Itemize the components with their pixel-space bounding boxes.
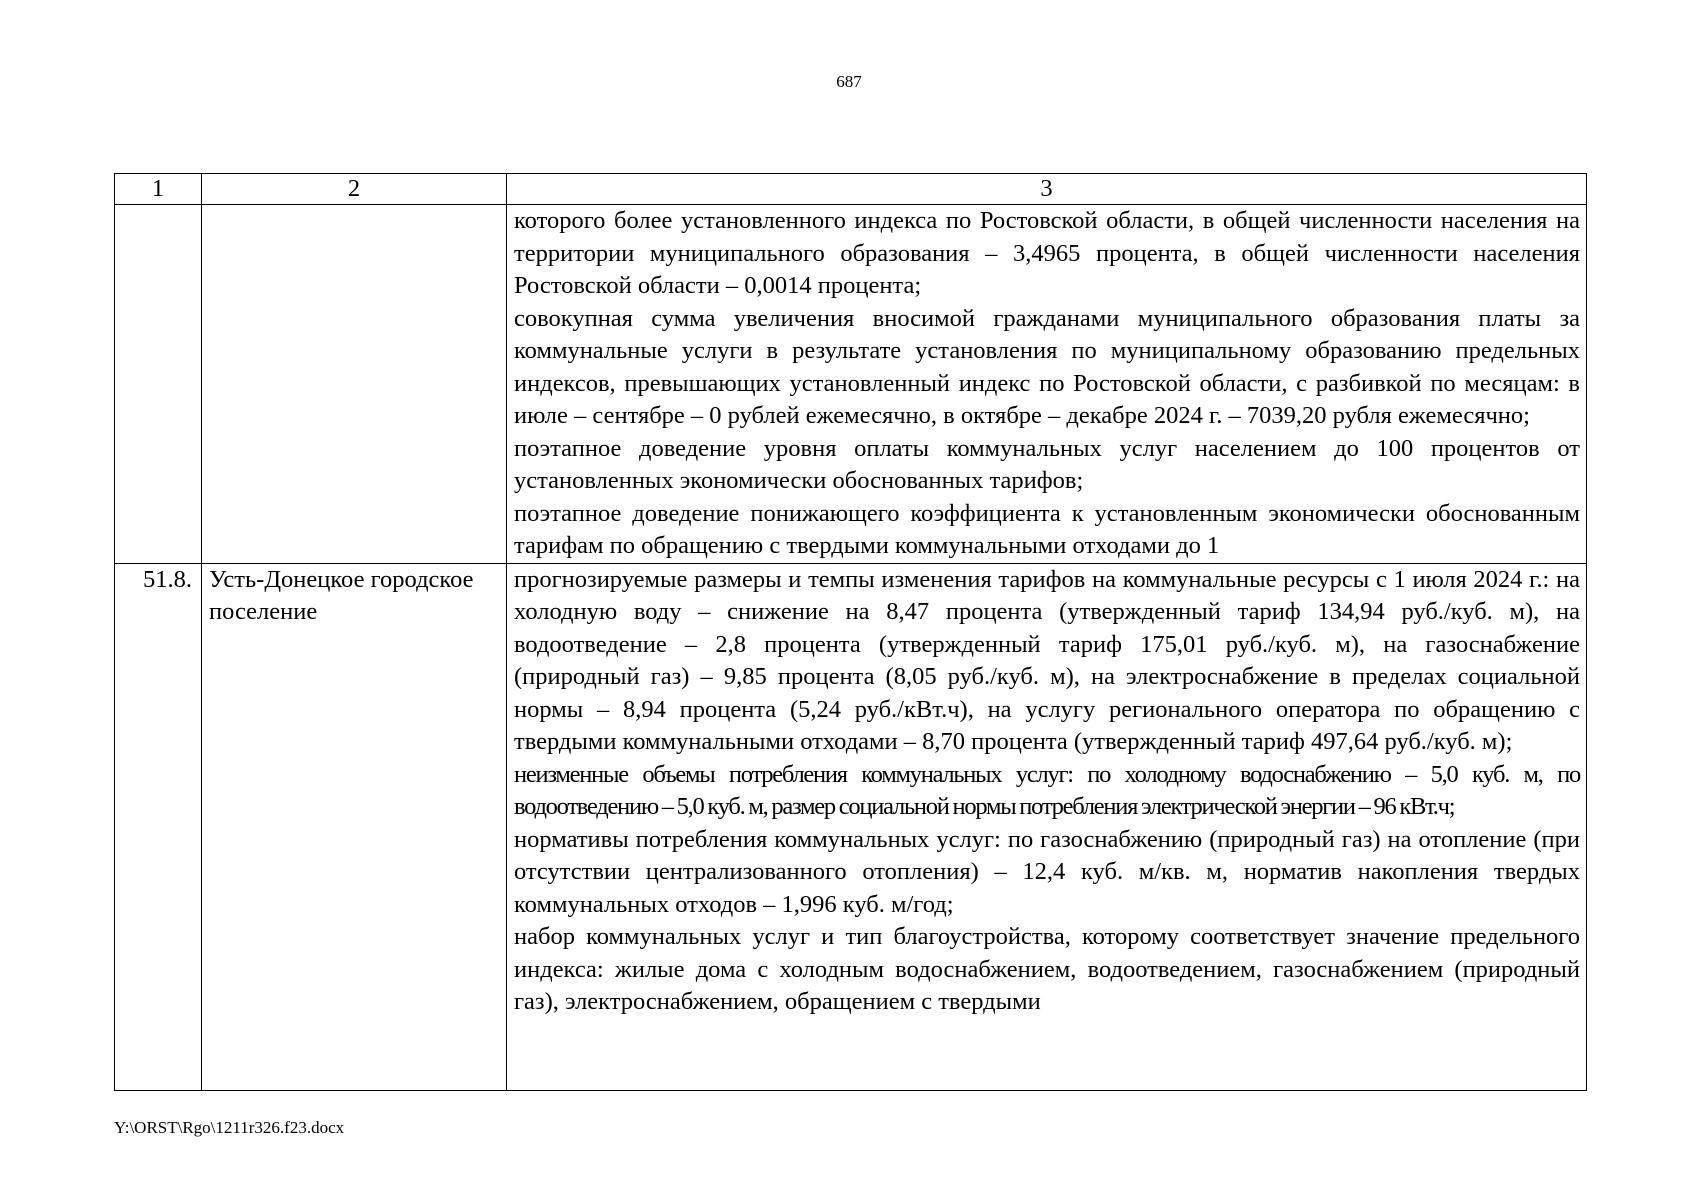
page-number: 687 <box>836 72 862 91</box>
file-path-footer: Y:\ORST\Rgo\1211r326.f23.docx <box>114 1118 345 1137</box>
description-paragraph: набор коммунальных услуг и тип благоустройства, которому соответствует значение предельного индекса: жилые дома с холодным водоснабжением, водоотведением, газоснабжением (природный газ), электроснабжением, обращением с твердыми <box>514 923 1580 1015</box>
description-paragraph: которого более установленного индекса по Ростовской области, в общей численности населения на территории муниципального образования – 3,4965 процента, в общей численности населения Ростовской области – 0,0014 процента; <box>514 207 1580 299</box>
description-paragraph: прогнозируемые размеры и темпы изменения тарифов на коммунальные ресурсы с 1 июля 2024 г.: на холодную воду – снижение на 8,47 процента (утвержденный тариф 134,94 руб./куб. м), на водоотведение – 2,8 процента (утвержденный тариф 175,01 руб./куб. м), на газоснабжение (природный газ) – 9,85 процента (8,05 руб./куб. м), на электроснабжение в пределах социальной нормы – 8,94 процента (5,24 руб./кВт.ч), на услугу регионального оператора по обращению с твердыми коммунальными отходами – 8,70 процента (утвержденный тариф 497,64 руб./куб. м); <box>514 565 1580 755</box>
description-paragraph: неизменные объемы потребления коммунальных услуг: по холодному водоснабжению – 5,0 куб. м, по водоотведению – 5,0 куб. м, размер социальной нормы потребления электрической энергии – 96 кВт.ч; <box>514 760 1580 820</box>
description-paragraph: совокупная сумма увеличения вносимой гражданами муниципального образования платы за коммунальные услуги в результате установления по муниципальному образованию предельных индексов, превышающих установленный индекс по Ростовской области, с разбивкой по месяцам: в июле – сентябре – 0 рублей ежемесячно, в октябре – декабре 2024 г. – 7039,20 рубля ежемесячно; <box>514 304 1580 429</box>
municipality-name: Усть-Донецкое городское поселение <box>202 563 507 1090</box>
row-number: 51.8. <box>115 563 202 1090</box>
table-row <box>115 563 1587 1090</box>
tariff-table <box>114 173 1587 1091</box>
description-paragraph: нормативы потребления коммунальных услуг: по газоснабжению (природный газ) на отопление (при отсутствии централизованного отопления) – 12,4 куб. м/кв. м, норматив накопления твердых коммунальных отходов – 1,996 куб. м/год; <box>514 825 1580 918</box>
column-header-2: 2 <box>202 174 507 205</box>
row-description <box>507 205 1587 564</box>
table-header-row <box>115 174 1587 205</box>
column-header-1: 1 <box>115 174 202 205</box>
row-description <box>507 563 1587 1090</box>
description-paragraph: поэтапное доведение уровня оплаты коммунальных услуг населением до 100 процентов от установленных экономически обоснованных тарифов; <box>514 434 1580 494</box>
municipality-name <box>202 205 507 564</box>
row-number <box>115 205 202 564</box>
table-row <box>115 205 1587 564</box>
description-paragraph: поэтапное доведение понижающего коэффициента к установленным экономически обоснованным тарифам по обращению с твердыми коммунальными отходами до 1 <box>514 499 1580 559</box>
column-header-3: 3 <box>507 174 1587 205</box>
